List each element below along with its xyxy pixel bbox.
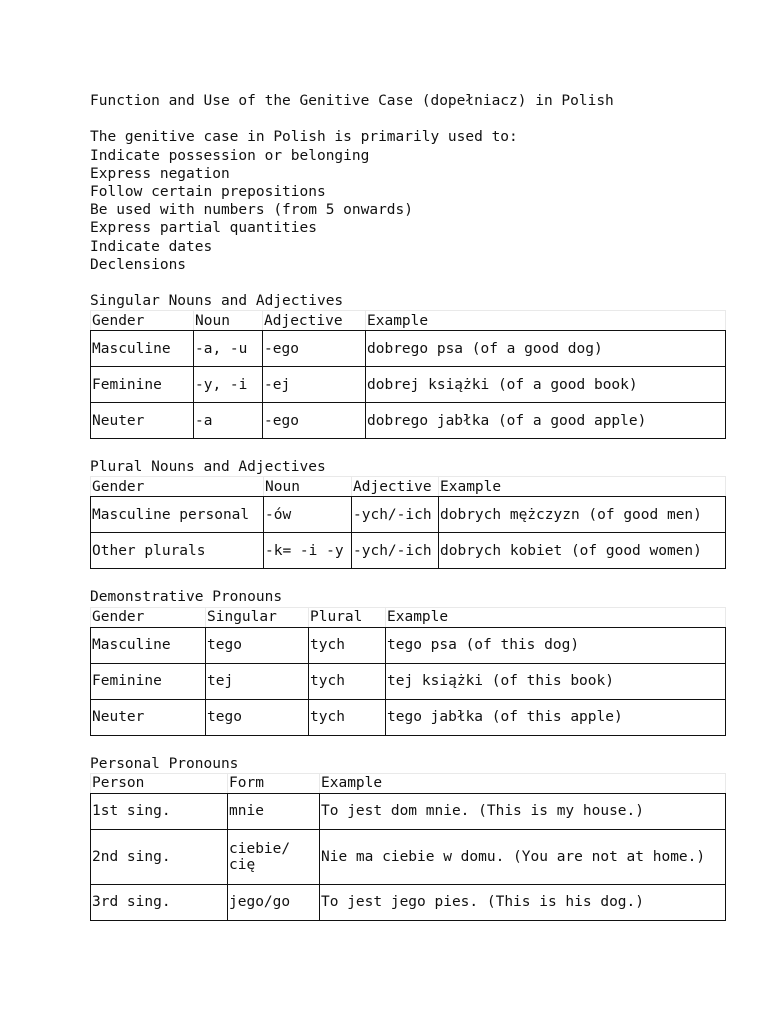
plural-table-title: Plural Nouns and Adjectives [90, 459, 326, 476]
column-header: Example [386, 607, 726, 627]
column-header: Gender [91, 311, 194, 331]
table-row [91, 627, 726, 663]
column-header: Example [320, 773, 726, 793]
table-row [91, 331, 726, 367]
table-row [91, 699, 726, 735]
table-cell: To jest dom mnie. (This is my house.) [320, 793, 726, 829]
table-row [91, 403, 726, 439]
table-cell: Masculine [91, 627, 206, 663]
table-row [91, 793, 726, 829]
column-header: Noun [194, 311, 263, 331]
table-cell: tego psa (of this dog) [386, 627, 726, 663]
table-cell: jego/go [228, 884, 320, 920]
intro-text: The genitive case in Polish is primarily used to: [90, 129, 518, 146]
table-header-row [91, 477, 726, 497]
personal-table-title: Personal Pronouns [90, 755, 239, 772]
spacer [90, 439, 726, 458]
table-cell: -ego [263, 403, 366, 439]
plural-nouns-table [90, 476, 726, 569]
table-cell: Neuter [91, 699, 206, 735]
table-cell: dobrych kobiet (of good women) [439, 533, 726, 569]
table-cell: -a [194, 403, 263, 439]
spacer [90, 569, 726, 588]
table-cell: -ego [263, 331, 366, 367]
table-cell: tej książki (of this book) [386, 663, 726, 699]
column-header: Form [228, 773, 320, 793]
table-cell: Masculine personal [91, 497, 264, 533]
column-header: Adjective [352, 477, 439, 497]
table-cell: 3rd sing. [91, 884, 228, 920]
table-row [91, 663, 726, 699]
use-item: Follow certain prepositions [90, 183, 326, 200]
singular-nouns-table [90, 310, 726, 439]
table-row [91, 367, 726, 403]
table-cell: -ów [264, 497, 352, 533]
table-header-row [91, 311, 726, 331]
spacer [90, 736, 726, 755]
table-cell: Feminine [91, 367, 194, 403]
table-cell: -k= -i -y [264, 533, 352, 569]
table-cell: -ych/-ich [352, 497, 439, 533]
column-header: Example [439, 477, 726, 497]
table-cell: -ych/-ich [352, 533, 439, 569]
table-cell: Other plurals [91, 533, 264, 569]
table-cell: ciebie/ cię [228, 829, 320, 884]
table-cell: Neuter [91, 403, 194, 439]
table-cell: tej [206, 663, 309, 699]
table-cell: tego [206, 699, 309, 735]
table-cell: 1st sing. [91, 793, 228, 829]
table-cell: dobrego jabłka (of a good apple) [366, 403, 726, 439]
table-row [91, 497, 726, 533]
table-cell: Masculine [91, 331, 194, 367]
table-cell: dobrej książki (of a good book) [366, 367, 726, 403]
table-row [91, 884, 726, 920]
table-header-row [91, 607, 726, 627]
column-header: Gender [91, 607, 206, 627]
table-cell: -ej [263, 367, 366, 403]
table-cell: 2nd sing. [91, 829, 228, 884]
table-cell: mnie [228, 793, 320, 829]
table-cell: -y, -i [194, 367, 263, 403]
column-header: Example [366, 311, 726, 331]
column-header: Person [91, 773, 228, 793]
table-header-row [91, 773, 726, 793]
table-cell: dobrych mężczyzn (of good men) [439, 497, 726, 533]
table-cell: tych [309, 663, 386, 699]
table-cell: dobrego psa (of a good dog) [366, 331, 726, 367]
use-item: Express partial quantities [90, 220, 317, 237]
use-item: Declensions [90, 256, 187, 273]
table-cell: tych [309, 699, 386, 735]
table-cell: tych [309, 627, 386, 663]
singular-table-title: Singular Nouns and Adjectives [90, 293, 344, 310]
table-cell: -a, -u [194, 331, 263, 367]
personal-pronouns-table [90, 773, 726, 921]
document-page [90, 92, 726, 921]
column-header: Plural [309, 607, 386, 627]
demonstrative-table-title: Demonstrative Pronouns [90, 589, 283, 606]
spacer [90, 110, 726, 128]
column-header: Gender [91, 477, 264, 497]
column-header: Noun [264, 477, 352, 497]
column-header: Adjective [263, 311, 366, 331]
spacer [90, 274, 726, 292]
table-cell: Nie ma ciebie w domu. (You are not at home.) [320, 829, 726, 884]
table-cell: To jest jego pies. (This is his dog.) [320, 884, 726, 920]
use-item: Be used with numbers (from 5 onwards) [90, 202, 414, 219]
use-item: Express negation [90, 165, 230, 182]
demonstrative-pronouns-table [90, 607, 726, 736]
table-row [91, 533, 726, 569]
table-cell: tego [206, 627, 309, 663]
document-title: Function and Use of the Genitive Case (dopełniacz) in Polish [90, 93, 614, 109]
table-cell: Feminine [91, 663, 206, 699]
table-cell: tego jabłka (of this apple) [386, 699, 726, 735]
table-row [91, 829, 726, 884]
use-item: Indicate dates [90, 238, 213, 255]
use-item: Indicate possession or belonging [90, 147, 370, 164]
column-header: Singular [206, 607, 309, 627]
